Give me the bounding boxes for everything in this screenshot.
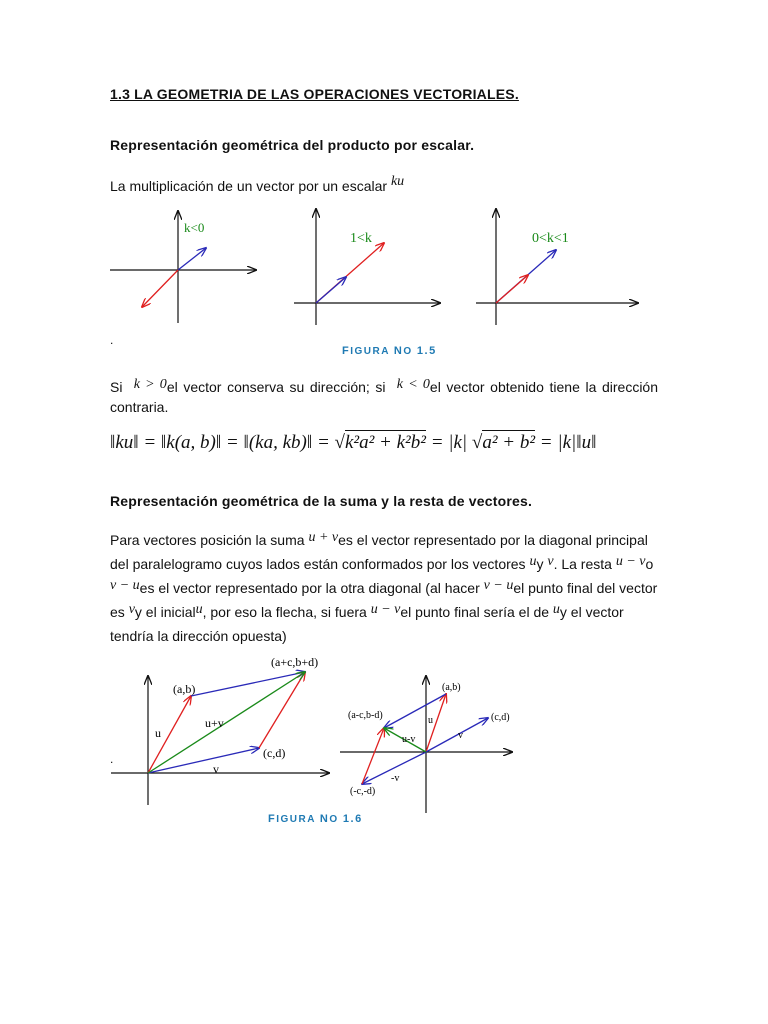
label-k-gt-1: 1<k <box>350 231 372 246</box>
sign-si: Si <box>110 379 123 395</box>
para-m5: v − u <box>110 578 140 593</box>
label-r-acbd: (a-c,b-d) <box>348 710 383 721</box>
cap16-num: 1.6 <box>342 813 363 825</box>
para-m2: u <box>529 554 537 569</box>
sum-paragraph <box>110 529 658 647</box>
label-k-negative: k<0 <box>184 220 205 235</box>
panel-k-greater-1 <box>294 209 440 325</box>
para-t1: Para vectores posición la suma <box>110 532 309 548</box>
formula-part-d: a² + b² <box>482 432 536 453</box>
subtitle-sum: Representación geométrica de la suma y la resta de vectores. <box>110 493 533 509</box>
formula-part-c: = |k| <box>425 432 472 453</box>
cap16-n: N <box>319 813 330 825</box>
subtitle-scalar: Representación geométrica del producto por escalar. <box>110 137 475 153</box>
cap15-n: N <box>393 345 404 357</box>
sum-vector-v-translated <box>191 672 305 696</box>
para-m1: u + v <box>308 530 339 545</box>
para-m4: u − v <box>615 554 646 569</box>
figure-1-6-caption <box>268 813 363 825</box>
cap15-o: O <box>403 346 413 357</box>
cap16-f: F <box>268 813 277 825</box>
label-k-between: 0<k<1 <box>532 231 569 246</box>
para-t2: es el vector representado por la diagonal principal del paralelogramo cuyos lados están conformados por los vectores <box>110 532 648 572</box>
label-u: u <box>155 726 161 740</box>
formula-part-a: ‖ku‖ = ‖k(a, b)‖ = ‖(ka, kb)‖ = <box>110 432 335 453</box>
label-r-neg-cd: (-c,-d) <box>350 786 376 797</box>
vector-u-2 <box>316 277 346 303</box>
cap15-f: F <box>342 345 351 357</box>
cap16-mid: IGURA <box>276 814 316 825</box>
para-m9: u − v <box>370 602 401 617</box>
para-t7: el punto final del vector es <box>110 580 658 620</box>
label-sum-point: (a+c,b+d) <box>271 655 319 669</box>
figure-1-5-caption <box>342 345 437 357</box>
panel-k-between <box>476 209 638 325</box>
para-t3: y <box>536 556 548 572</box>
figure-1-6-sum-diagram <box>105 650 335 810</box>
label-r-u: u <box>428 715 433 726</box>
panel-k-negative <box>110 211 256 323</box>
cap15-mid: IGURA <box>350 346 390 357</box>
label-u-plus-v: u+v <box>205 716 224 730</box>
sum-vector-u-translated <box>259 672 305 748</box>
label-r-u-minus-v: u-v <box>402 734 416 745</box>
label-r-neg-v: -v <box>391 773 400 784</box>
sign-paragraph <box>110 378 658 417</box>
para-m10: u <box>552 602 560 617</box>
vector-ku-1 <box>142 270 178 307</box>
para-t4: . La resta <box>553 556 616 572</box>
para-t10: el punto final sería el de <box>400 604 553 620</box>
para-t5: o <box>645 556 654 572</box>
para-t11: y el vector tendría la dirección opuesta) <box>110 604 624 644</box>
intro-math: ku <box>390 174 405 189</box>
vector-ku-3 <box>496 275 528 303</box>
para-m7: v <box>128 602 135 617</box>
para-t9: , por eso la flecha, si fuera <box>202 604 371 620</box>
para-m8: u <box>195 602 203 617</box>
section-title: 1.3 LA GEOMETRIA DE LAS OPERACIONES VECTORIALES. <box>110 86 519 102</box>
figure-1-6-difference-diagram <box>336 670 516 815</box>
sign-part2: el vector obtenido tiene la dirección contraria. <box>110 379 659 415</box>
formula-part-e: = |k|‖u‖ <box>535 432 597 453</box>
vector-u-1 <box>178 248 206 270</box>
label-r-v: v <box>458 730 463 741</box>
label-ab: (a,b) <box>173 682 196 696</box>
cap15-num: 1.5 <box>416 345 437 357</box>
para-m6: v − u <box>483 578 514 593</box>
diff-vector-u-translated <box>362 728 384 784</box>
para-t6: es el vector representado por la otra diagonal (al hacer <box>139 580 484 596</box>
intro-text: La multiplicación de un vector por un escalar <box>110 178 388 194</box>
fig16-dot: . <box>110 752 114 766</box>
label-r-ab: (a,b) <box>442 682 461 693</box>
sign-k-pos: k > 0 <box>133 377 167 392</box>
intro-paragraph <box>110 174 658 197</box>
para-t8: y el inicial <box>134 604 196 620</box>
norm-formula: ‖ku‖ = ‖k(a, b)‖ = ‖(ka, kb)‖ = √k²a² + k²b² = |k| √a² + b² = |k|‖u‖ <box>110 432 597 453</box>
formula-part-b: k²a² + k²b² <box>344 432 426 453</box>
cap16-o: O <box>329 814 339 825</box>
sum-vector-v <box>148 748 259 773</box>
figure-1-5-diagram <box>100 205 460 335</box>
para-m3: v <box>547 554 554 569</box>
label-r-cd: (c,d) <box>491 712 510 723</box>
sign-k-neg: k < 0 <box>396 377 430 392</box>
sign-part1: el vector conserva su dirección; si <box>166 379 386 395</box>
figure-1-5-panel-3 <box>470 205 670 335</box>
label-v: v <box>213 762 219 776</box>
label-cd: (c,d) <box>263 746 286 760</box>
fig15-dot: . <box>110 333 114 347</box>
